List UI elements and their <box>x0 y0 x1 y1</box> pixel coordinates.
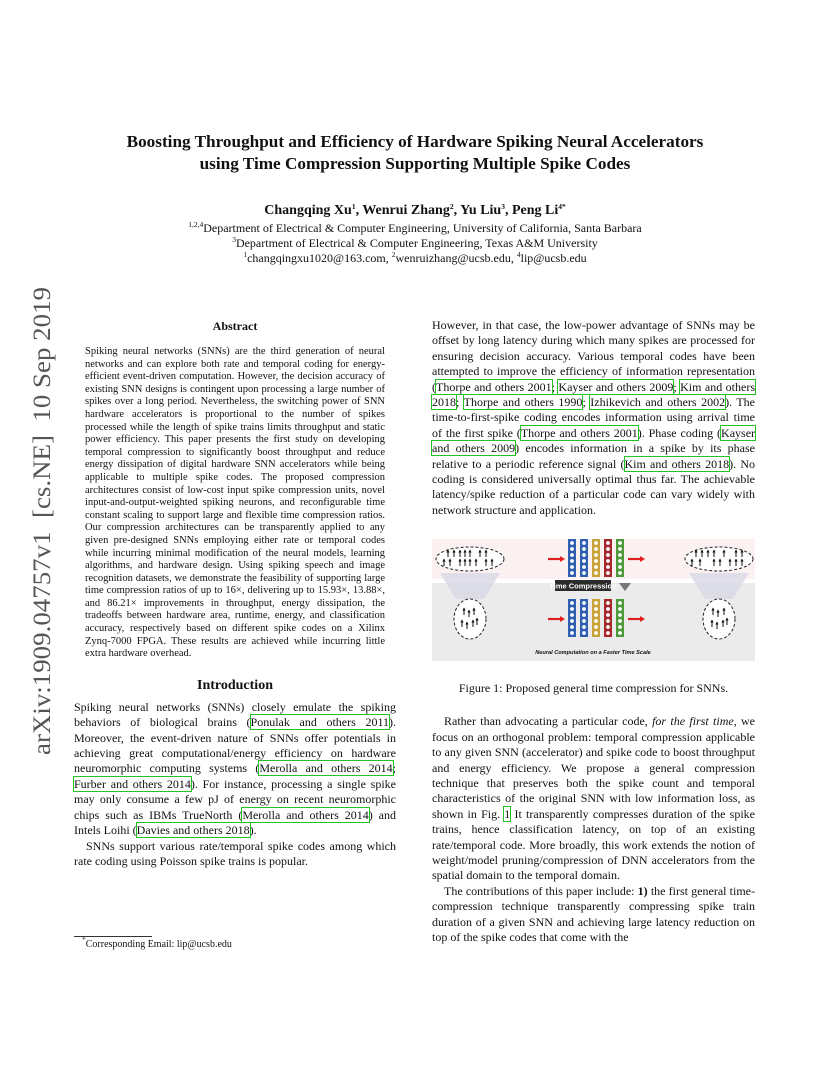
top-network-neuron <box>606 547 610 551</box>
figure-ref-link[interactable]: 1 <box>504 806 511 821</box>
footnote-text: Corresponding Email: lip@ucsb.edu <box>85 939 232 950</box>
bottom-network-neuron <box>570 607 574 611</box>
email-sup: 4 <box>516 250 521 259</box>
top-network-neuron <box>618 541 622 545</box>
right-paragraph-1 <box>432 318 755 518</box>
text-run: ). For instance, processing a single spike may only consume a few pJ of energy on recent neuromorphic chips such as IBMs TrueNorth ( <box>74 776 396 822</box>
author-sup: 2 <box>449 202 454 211</box>
compressed-spike-cloud-right <box>703 599 735 639</box>
citation-link[interactable]: Kim and others 2018 <box>624 456 730 471</box>
bottom-network-neuron <box>582 601 586 605</box>
text-run: ). Phase coding ( <box>637 425 722 440</box>
citation-link[interactable]: Merolla and others 2014 <box>242 807 369 822</box>
author-sup: 4* <box>558 202 566 211</box>
text-run: ). The time-to-first-spike coding encodes information using arrival time of the first spike ( <box>432 395 756 440</box>
email-text: lip@ucsb.edu <box>520 251 587 265</box>
top-network-neuron <box>570 547 574 551</box>
top-network-neuron <box>582 547 586 551</box>
top-network-neuron <box>594 541 598 545</box>
top-network-neuron <box>582 565 586 569</box>
time-compression-label: Time Compression <box>549 581 617 591</box>
bottom-network-neuron <box>594 619 598 623</box>
text-run: The contributions of this paper include: <box>444 883 638 898</box>
citation-link[interactable]: Kayser and others 2009 <box>432 425 756 456</box>
bottom-network-neuron <box>618 601 622 605</box>
text-run: ). Moreover, the event-driven nature of SNNs offer potentials in achieving great computational/energy efficiency on hardware neuromorphic computing systems ( <box>74 715 396 776</box>
text-run: ; <box>582 395 591 410</box>
citation-link[interactable]: Thorpe and others 2001 <box>436 379 552 394</box>
title-line-1: Boosting Throughput and Efficiency of Hardware Spiking Neural Accelerators <box>126 132 704 151</box>
citation-link[interactable]: Ponulak and others 2011 <box>250 715 389 730</box>
text-run: ). <box>249 823 257 838</box>
citation-link[interactable]: Izhikevich and others 2002 <box>590 395 726 410</box>
text-run: ; <box>551 379 559 394</box>
bottom-network-neuron <box>570 613 574 617</box>
bottom-network-neuron <box>606 619 610 623</box>
right-column <box>432 318 755 945</box>
top-network-neuron <box>606 541 610 545</box>
citation-link[interactable]: Kayser and others 2009 <box>558 379 674 394</box>
bottom-network-neuron <box>582 613 586 617</box>
bottom-network-neuron <box>594 601 598 605</box>
abstract-heading: Abstract <box>212 319 258 333</box>
top-network-neuron <box>594 571 598 575</box>
author-sup: 1 <box>351 202 356 211</box>
author-name: Wenrui Zhang <box>362 203 450 218</box>
bottom-network-neuron <box>606 607 610 611</box>
email-sup: 2 <box>391 250 396 259</box>
neural-computation-label: Neural Computation on a Faster Time Scale <box>535 650 651 657</box>
arxiv-identifier-text: arXiv:1909.04757v1 [cs.NE] 10 Sep 2019 <box>29 320 56 755</box>
citation-link[interactable]: Furber and others 2014 <box>74 776 191 791</box>
author-name: Peng Li <box>511 203 559 218</box>
title-line-2: using Time Compression Supporting Multiple Spike Codes <box>199 154 631 173</box>
text-run: ; <box>673 379 681 394</box>
top-network-neuron <box>618 571 622 575</box>
affil-sup: 3 <box>232 235 236 244</box>
citation-link[interactable]: Davies and others 2018 <box>136 823 250 838</box>
text-run: the first general time-compression technique transparently compressing spike train duration of a given SNN and achieving large latency reduction on top of the spike codes that come with the <box>432 883 755 944</box>
text-run: ; <box>456 395 464 410</box>
citation-link[interactable]: Thorpe and others 2001 <box>520 425 638 440</box>
top-network-neuron <box>618 565 622 569</box>
email-text: changqingxu1020@163.com, <box>247 251 392 265</box>
affiliation-line <box>70 236 760 251</box>
affiliation-line <box>70 221 760 236</box>
footnote-mark: * <box>82 935 86 944</box>
top-network-neuron <box>618 547 622 551</box>
bottom-network-neuron <box>618 631 622 635</box>
author-name: Yu Liu <box>460 203 502 218</box>
text-run: ) and Intels Loihi ( <box>74 807 397 838</box>
affil-text: Department of Electrical & Computer Engineering, University of California, Santa Barbara <box>203 221 642 235</box>
intro-paragraph-2: SNNs support various rate/temporal spike codes among which rate coding using Poisson spike trains is popular. <box>74 838 396 868</box>
top-network-neuron <box>594 547 598 551</box>
email-text: wenruizhang@ucsb.edu, <box>395 251 517 265</box>
bottom-network-neuron <box>570 601 574 605</box>
right-paragraph-3 <box>432 884 755 946</box>
footnote <box>82 935 232 951</box>
intro-paragraph-1 <box>74 700 396 839</box>
bottom-network-neuron <box>594 613 598 617</box>
top-network-neuron <box>570 565 574 569</box>
bottom-network-neuron <box>618 625 622 629</box>
bottom-network-neuron <box>594 625 598 629</box>
introduction-heading: Introduction <box>197 677 273 693</box>
bottom-network-neuron <box>582 607 586 611</box>
author-name: Changqing Xu <box>264 203 352 218</box>
top-network-neuron <box>606 565 610 569</box>
bottom-network-neuron <box>594 607 598 611</box>
citation-link[interactable]: Thorpe and others 1990 <box>463 395 583 410</box>
text-run: ; <box>392 761 396 776</box>
author-list: Changqing Xu$^1$, Wenrui Zhang$^2$, Yu Liu$^3$, Peng $Li^{4*}$ <box>264 202 566 218</box>
figure-1 <box>432 539 755 661</box>
bottom-network-neuron <box>582 625 586 629</box>
email-line <box>70 251 760 266</box>
top-network-neuron <box>594 565 598 569</box>
text-run: However, in that case, the low-power advantage of SNNs may be offset by long latency during which many spikes are processed for ensuring decision accuracy. Various temporal codes have been attempted to improve the efficiency of information representation ( <box>432 318 755 394</box>
bottom-network-neuron <box>618 607 622 611</box>
top-network-neuron <box>582 541 586 545</box>
bottom-network-neuron <box>606 601 610 605</box>
affiliations <box>70 221 760 266</box>
bottom-network-neuron <box>582 631 586 635</box>
arxiv-identifier <box>16 285 64 760</box>
text-run: ). No coding is considered universally optimal thus far. The achievable latency/spike reduction of a particular code can vary widely with network structure and application. <box>432 456 755 517</box>
bottom-network-neuron <box>582 619 586 623</box>
affil-sup: 1,2,4 <box>188 220 204 229</box>
bottom-network-neuron <box>606 631 610 635</box>
figure-1-diagram <box>432 539 755 661</box>
paper-title <box>70 131 760 175</box>
citation-link[interactable]: Merolla and others 2014 <box>259 761 393 776</box>
top-network-neuron <box>570 571 574 575</box>
left-column <box>74 318 396 869</box>
compressed-spike-cloud-left <box>454 599 486 639</box>
top-network-neuron <box>618 559 622 563</box>
right-paragraph-2 <box>432 714 755 883</box>
author-sup: 3 <box>501 202 505 211</box>
affil-text: Department of Electrical & Computer Engineering, Texas A&M University <box>235 236 598 250</box>
bottom-network-neuron <box>618 613 622 617</box>
top-network-neuron <box>618 553 622 557</box>
top-network-neuron <box>570 559 574 563</box>
top-network-neuron <box>570 541 574 545</box>
figure-1-caption: Figure 1: Proposed general time compression for SNNs. <box>458 681 729 696</box>
top-network-neuron <box>594 553 598 557</box>
bottom-network-neuron <box>570 619 574 623</box>
text-run: It transparently compresses duration of the spike trains, hence classification latency, on top of an existing rate/temporal code. More broadly, this work extends the notion of weight/model pruning/compression of DNN accelerators from the spatial domain to the temporal domain. <box>432 806 755 883</box>
text-run: ) encodes information in a spike by its phase relative to a periodic reference signal ( <box>432 441 756 471</box>
bottom-network-neuron <box>618 619 622 623</box>
bottom-network-neuron <box>570 631 574 635</box>
bottom-network-neuron <box>606 613 610 617</box>
bottom-network-neuron <box>570 625 574 629</box>
top-network-neuron <box>582 559 586 563</box>
top-network-neuron <box>582 553 586 557</box>
text-run: , we focus on an orthogonal problem: temporal compression applicable to any given SNN (accelerator) and spike code to boost throughput and energy efficiency. We propose a general compression technique that preserves both the spike count and temporal characteristics of the original SNN with low information loss, as shown in Fig. <box>432 714 755 821</box>
emphasis-text: for the first time <box>652 714 734 729</box>
bottom-network-neuron <box>594 631 598 635</box>
email-sup: 1 <box>243 250 248 259</box>
top-network-neuron <box>606 553 610 557</box>
top-network-neuron <box>606 571 610 575</box>
top-network-neuron <box>606 559 610 563</box>
text-run: Rather than advocating a particular code, <box>444 714 653 729</box>
spike-train-cloud-right <box>685 547 753 571</box>
top-network-neuron <box>582 571 586 575</box>
top-network-neuron <box>570 553 574 557</box>
abstract-body: Spiking neural networks (SNNs) are the third generation of neural networks and can explore both rate and temporal coding for energy-efficient event-driven computation. However, the decision accuracy of existing SNN designs is contingent upon processing a large number of spikes over a long period. Nevertheless, the switching power of SNN hardware accelerators is proportional to the number of spikes processed while the length of spike trains limits throughput and static power efficiency. This paper presents the first study on developing temporal compression to significantly boost throughput and reduce energy dissipation of digital hardware SNN accelerators while being applicable to multiple spike codes. The proposed compression architectures consist of low-cost input spike compression units, novel input-and-output-weighted spiking neurons, and reconfigurable time constant scaling to support large and flexible time compression ratios. Our compression architectures can be transparently applied to any given pre-designed SNNs employing either rate or temporal codes while incurring minimal modification of the neural models, learning algorithms, and hardware design. Using spiking speech and image recognition datasets, we demonstrate the feasibility of supporting large time compression ratios of up to 16×, delivering up to 15.93×, 13.88×, and 86.21× improvements in throughput, energy dissipation, the tradeoffs between hardware area, runtime, energy, and classification accuracy, respectively based on different spike codes on a Xilinx Zynq-7000 FPGA. These results are achieved while incurring little extra hardware overhead. <box>85 346 385 660</box>
citation-link[interactable]: Kim and others 2018 <box>432 379 755 410</box>
top-network-neuron <box>594 559 598 563</box>
bottom-network-neuron <box>606 625 610 629</box>
bold-text: 1) <box>637 883 648 898</box>
text-run: Spiking neural networks (SNNs) closely emulate the spiking behaviors of biological brains ( <box>74 699 396 730</box>
